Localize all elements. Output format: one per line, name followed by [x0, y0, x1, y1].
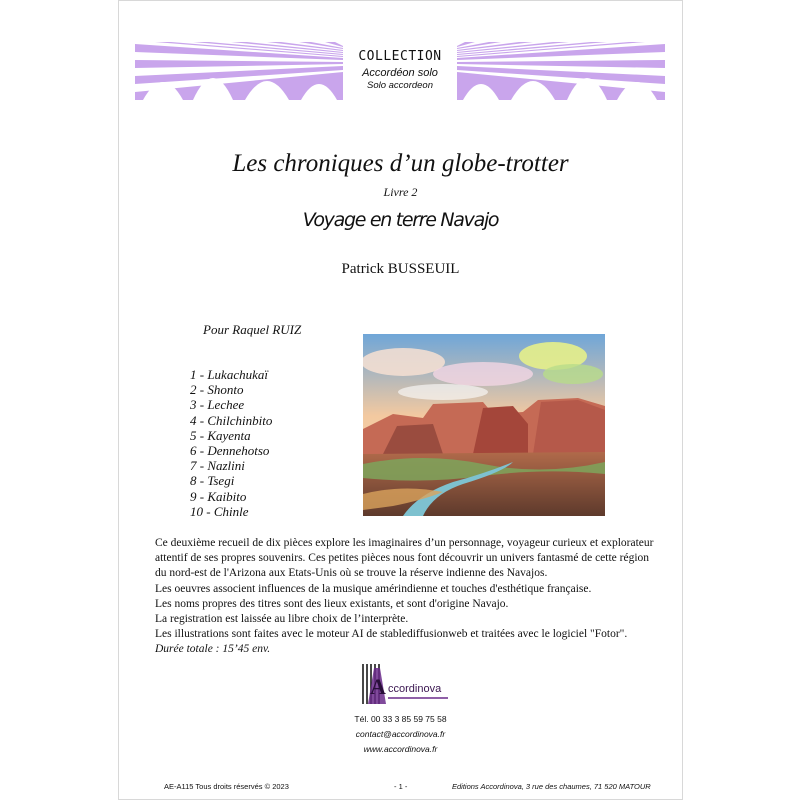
- description-paragraph: Les noms propres des titres sont des lieux existants, et sont d'origine Navajo.: [155, 597, 509, 610]
- work-subtitle: Voyage en terre Navajo: [302, 209, 499, 231]
- page-number: - 1 -: [394, 782, 408, 791]
- navajo-landscape-illustration: [363, 334, 605, 516]
- composer-name: Patrick BUSSEUIL: [341, 261, 460, 277]
- piece-list: [190, 367, 272, 519]
- collection-series-en: Solo accordeon: [366, 80, 434, 91]
- piece-item: 10 - Chinle: [190, 503, 249, 519]
- phone-number: Tél. 00 33 3 85 59 75 58: [354, 714, 447, 724]
- piece-item: 6 - Dennehotso: [190, 443, 270, 459]
- publisher-address: Editions Accordinova, 3 rue des chaumes, 71 520 MATOUR: [452, 782, 651, 791]
- description-paragraph: Les illustrations sont faites avec le moteur AI de stablediffusionweb et traitées avec le logiciel "Fotor".: [155, 628, 628, 641]
- book-number: Livre 2: [383, 185, 418, 199]
- piece-item: 3 - Lechee: [190, 397, 245, 413]
- contact-block: [118, 712, 683, 757]
- accordinova-logo: [360, 660, 450, 710]
- collection-title: COLLECTION: [358, 49, 442, 64]
- work-title: Les chroniques d’un globe-trotter: [232, 150, 569, 177]
- piece-item: 1 - Lukachukaï: [190, 367, 268, 382]
- email-address: contact@accordinova.fr: [355, 729, 446, 739]
- accordion-logo-icon: [360, 664, 386, 704]
- description: [155, 536, 655, 658]
- total-duration: Durée totale : 15’45 env.: [155, 643, 271, 656]
- footer-reference: AE-A115 Tous droits réservés © 2023: [164, 782, 289, 791]
- piece-item: 7 - Nazlini: [190, 458, 245, 474]
- svg-text:A: A: [370, 674, 386, 699]
- description-paragraph: La registration est laissée au libre choix de l’interprète.: [155, 613, 409, 626]
- piece-item: 8 - Tsegi: [190, 473, 235, 489]
- description-paragraph: Ce deuxième recueil de dix pièces explore les imaginaires d’un personnage, voyageur curieux et explorateur attentif de ses propres souvenirs. Ces petites pièces nous font découvrir un univers fantasmé de cette région du nord-est de l'Arizona aux Etats-Unis où se trouve la réserve indienne des Navajos.: [155, 537, 654, 580]
- piece-item: 5 - Kayenta: [190, 427, 251, 443]
- collection-series-fr: Accordéon solo: [362, 67, 438, 79]
- piece-item: 2 - Shonto: [190, 382, 244, 398]
- logo-wordmark: ccordinova: [388, 683, 442, 695]
- piece-item: 9 - Kaibito: [190, 488, 247, 504]
- description-paragraph: Les oeuvres associent influences de la musique amérindienne et touches d'esthétique française.: [155, 582, 592, 595]
- dedication: Pour Raquel RUIZ: [203, 322, 302, 337]
- website-url: www.accordinova.fr: [363, 744, 438, 754]
- piece-item: 4 - Chilchinbito: [190, 412, 273, 428]
- collection-label-box: [343, 42, 457, 102]
